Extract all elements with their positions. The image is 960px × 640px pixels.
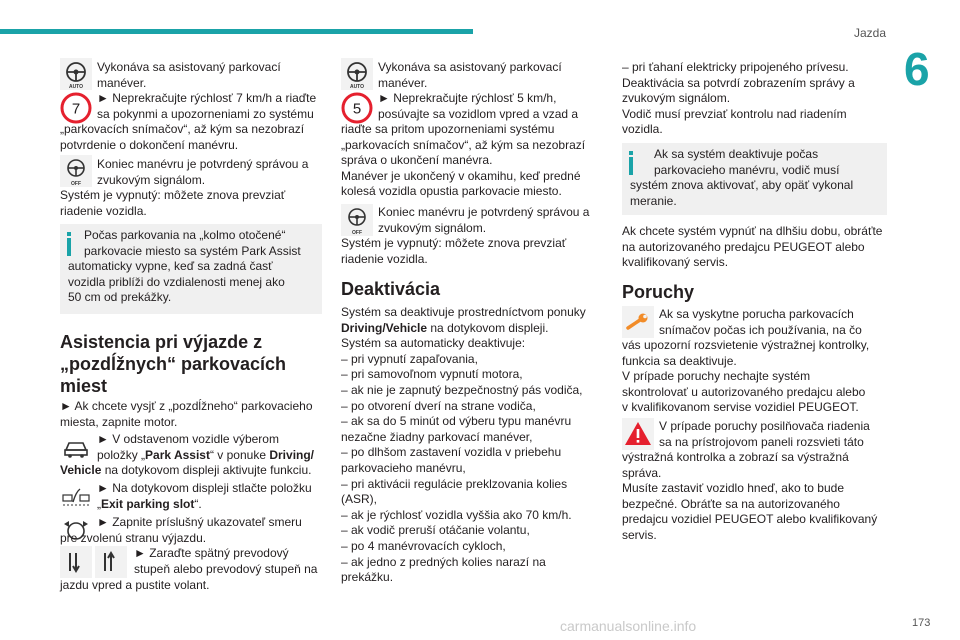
text-block-7b: jazdu vpred a pustite volant. — [60, 578, 210, 592]
watermark: carmanualsonline.info — [560, 618, 697, 634]
car-icon — [60, 431, 92, 463]
svg-text:OFF: OFF — [352, 230, 362, 236]
text-block-4b: Vehicle na dotykovom displeji aktivujte funkciu. — [60, 463, 312, 477]
text-block-3: Systém sa deaktivuje prostredníctvom ponuky Driving/Vehicle na dotykovom displeji. Systém sa automaticky deaktivuje: – pri vypnutí zapaľovania, – pri samovoľnom vypnutí motora, – ak nie je zapnutý bezpečnostný pás vodiča, – po otvorení dverí na strane vodiča, – ak sa do 5 minút od výberu typu manévru nezačne žiadny parkovací manéver, – po dlhšom zastavení vozidla v priebehu parkovacieho manévru, – pri aktivácii regulácie preklzovania kolies (ASR), – ak je rýchlosť vozidla vyššia ako 70 km/h. – ak vodič preruší otáčanie volantu, – po 4 manévrovacích cykloch, – ak jedno z predných kolies narazí na prekážku. — [341, 305, 586, 585]
steering-wheel-off-icon — [60, 155, 92, 187]
speed-limit-7-icon — [60, 92, 92, 124]
text-block-3: ► Ak chcete vysjť z „pozdĺžneho“ parkovacieho miesta, zapnite motor. — [60, 399, 313, 429]
info-note: Ak sa systém deaktivuje počas parkovacieho manévru, vodič musí systém znova aktivovať, aby opäť vykonal meranie. — [622, 143, 887, 215]
text-block-4a: ► V odstavenom vozidle výberom položky „Park Assist“ v ponuke Driving/ — [97, 432, 315, 462]
text-block-1: – pri ťahaní elektricky pripojeného prívesu. Deaktivácia sa potvrdí zobrazením správy a zvukovým signálom. Vodič musí prevziať kontrolu nad riadením vozidla. — [622, 60, 855, 137]
gear-selector-icon — [60, 546, 128, 578]
steering-wheel-auto-icon — [341, 58, 373, 90]
info-note: Počas parkovania na „kolmo otočené“ parkovacie miesto sa systém Park Assist automaticky vypne, keď sa zadná časť vozidla priblíži do vzdialenosti menej ako 50 cm od prekážky. — [60, 224, 322, 314]
text-block-1b: riaďte sa pritom upozorneniami systému „parkovacích snímačov“, až kým sa nezobrazí správa o ukončení manévra. Manéver je ukončený v okamihu, keď predné kolesá vozidla opustia parkovacie miesto. — [341, 122, 586, 199]
text-block-2b: Systém je vypnutý: môžete znova prevziať riadenie vozidla. — [341, 236, 567, 266]
chapter-number: 6 — [904, 43, 930, 95]
text-block-2: Koniec manévru je potvrdený správou a zvukovým signálom. — [97, 157, 309, 187]
heading-deactivation: Deaktivácia — [341, 279, 441, 299]
text-block-2: Ak chcete systém vypnúť na dlhšiu dobu, obráťte na autorizovaného predajcu PEUGEOT alebo kvalifikovaný servis. — [622, 224, 883, 270]
heading-exit-assist: Asistencia pri výjazde z „pozdĺžnych“ parkovacích miest — [60, 332, 287, 396]
text-block-2b: Systém je vypnutý: môžete znova prevziať riadenie vozidla. — [60, 188, 286, 218]
steering-wheel-off-icon — [341, 204, 373, 236]
warning-triangle-icon — [622, 418, 654, 450]
wrench-icon — [622, 306, 654, 338]
text-block-4b: výstražná kontrolka a zobrazí sa výstražná správa. Musíte zastaviť vozidlo hneď, ako to bude bezpečné. Obráťte sa na autorizovaného predajcu vozidiel PEUGEOT alebo kvalifikovaný servis. — [622, 450, 878, 542]
heading-faults: Poruchy — [622, 282, 695, 302]
svg-text:AUTO: AUTO — [68, 84, 84, 90]
text-block-5: ► Na dotykovom displeji stlačte položku „Exit parking slot“. — [97, 481, 312, 511]
text-block-3b: vás upozorní rozsvietenie výstražnej kontrolky, funkcia sa deaktivuje. V prípade poruchy nechajte systém skontrolovať u autorizovaného predajcu alebo v kvalifikovanom servise vozidiel PEUGEOT. — [622, 338, 870, 415]
page-number: 173 — [912, 617, 931, 629]
section-title: Jazda — [854, 26, 887, 40]
text-block-1: Vykonáva sa asistovaný parkovací manéver. ► Neprekračujte rýchlosť 5 km/h, posúvajte sa vozidlom vpred a vzad a — [378, 60, 579, 121]
text-block-3a: Ak sa vyskytne porucha parkovacích snímačov počas ich používania, na čo — [659, 307, 862, 337]
steering-wheel-auto-icon — [60, 58, 92, 90]
header-accent-bar — [0, 29, 473, 34]
svg-text:7: 7 — [71, 100, 81, 118]
svg-text:5: 5 — [352, 100, 362, 118]
text-block-1: Vykonáva sa asistovaný parkovací manéver. ► Neprekračujte rýchlosť 7 km/h a riaďte sa pokynmi a upozorneniami zo systému — [97, 60, 317, 121]
text-block-2: Koniec manévru je potvrdený správou a zvukovým signálom. — [378, 205, 590, 235]
text-block-6b: pre zvolenú stranu výjazdu. — [60, 531, 207, 545]
svg-text:AUTO: AUTO — [349, 84, 365, 90]
text-block-4a: V prípade poruchy posilňovača riadenia sa na prístrojovom paneli rozsvieti táto — [659, 419, 870, 449]
text-block-1b: „parkovacích snímačov“, až kým sa nezobrazí potvrdenie o dokončení manévru. — [60, 122, 305, 152]
speed-limit-5-icon — [341, 92, 373, 124]
svg-text:OFF: OFF — [71, 181, 81, 187]
exit-parking-icon — [60, 480, 92, 512]
text-block-6a: ► Zapnite príslušný ukazovateľ smeru — [97, 515, 302, 529]
text-block-7a: ► Zaraďte spätný prevodový stupeň alebo prevodový stupeň na — [134, 546, 318, 576]
